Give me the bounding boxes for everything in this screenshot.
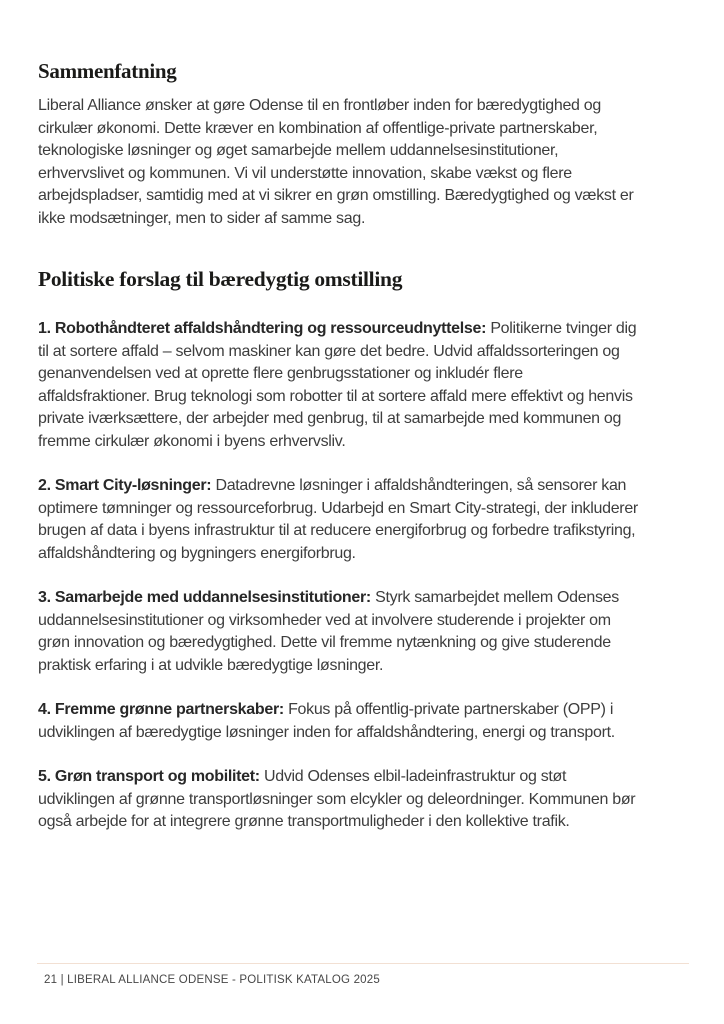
footer-divider (37, 963, 689, 964)
proposal-item-1 (38, 318, 638, 453)
page-content (0, 59, 724, 834)
proposal-item-5 (38, 766, 638, 834)
proposal-1-lead: 1. Robothåndteret affaldshåndtering og ressourceudnyttelse: (38, 320, 487, 337)
page-footer (37, 963, 689, 986)
proposal-4-text: Fokus på offentlig-private partnerskaber (OPP) i udviklingen af bæredygtige løsninger inden for affaldshåndtering, energi og transport. (38, 701, 615, 741)
proposals-heading: Politiske forslag til bæredygtig omstilling (38, 267, 403, 291)
proposal-2-text: Datadrevne løsninger i affaldshåndteringen, så sensorer kan optimere tømninger og ressourceforbrug. Udarbejd en Smart City-strategi, der inkluderer brugen af data i byens infrastruktur til at reducere energiforbrug og forbedre trafikstyring, affaldshåndtering og bygningers energiforbrug. (38, 477, 638, 562)
proposal-5-text: Udvid Odenses elbil-ladeinfrastruktur og støt udviklingen af grønne transportløsninger som elcykler og deleordninger. Kommunen bør også arbejde for at integrere grønne transportmuligheder i den kollektive trafik. (38, 768, 636, 830)
proposal-3-text: Styrk samarbejdet mellem Odenses uddannelsesinstitutioner og virksomheder ved at involvere studerende i projekter om grøn innovation og bæredygtighed. Dette vil fremme nytænkning og give studerende praktisk erfaring i at udvikle bæredygtige løsninger. (38, 589, 619, 674)
proposal-item-3 (38, 587, 638, 677)
proposal-5-lead: 5. Grøn transport og mobilitet: (38, 768, 260, 785)
footer-page-label: 21 | LIBERAL ALLIANCE ODENSE - POLITISK KATALOG 2025 (44, 974, 380, 986)
proposal-item-2 (38, 475, 638, 565)
proposal-item-4 (38, 699, 638, 744)
proposal-3-lead: 3. Samarbejde med uddannelsesinstitutioner: (38, 589, 371, 606)
proposal-4-lead: 4. Fremme grønne partnerskaber: (38, 701, 284, 718)
summary-heading: Sammenfatning (38, 59, 177, 83)
proposal-2-lead: 2. Smart City-løsninger: (38, 477, 212, 494)
proposal-1-text: Politikerne tvinger dig til at sortere affald – selvom maskiner kan gøre det bedre. Udvid affaldssorteringen og genanvendelsen ved at oprette flere genbrugsstationer og inkludér flere affaldsfraktioner. Brug teknologi som robotter til at sortere affald mere effektivt og henvis private iværksættere, der arbejder med genbrug, til at samarbejde med kommunen og fremme cirkulær økonomi i byens erhvervsliv. (38, 320, 637, 450)
summary-paragraph: Liberal Alliance ønsker at gøre Odense til en frontløber inden for bæredygtighed og cirkulær økonomi. Dette kræver en kombination af offentlige-private partnerskaber, teknologiske løsninger og øget samarbejde mellem uddannelsesinstitutioner, erhvervslivet og kommunen. Vi vil understøtte innovation, skabe vækst og flere arbejdspladser, samtidig med at vi sikrer en grøn omstilling. Bæredygtighed og vækst er ikke modsætninger, men to sider af samme sag. (38, 97, 634, 227)
